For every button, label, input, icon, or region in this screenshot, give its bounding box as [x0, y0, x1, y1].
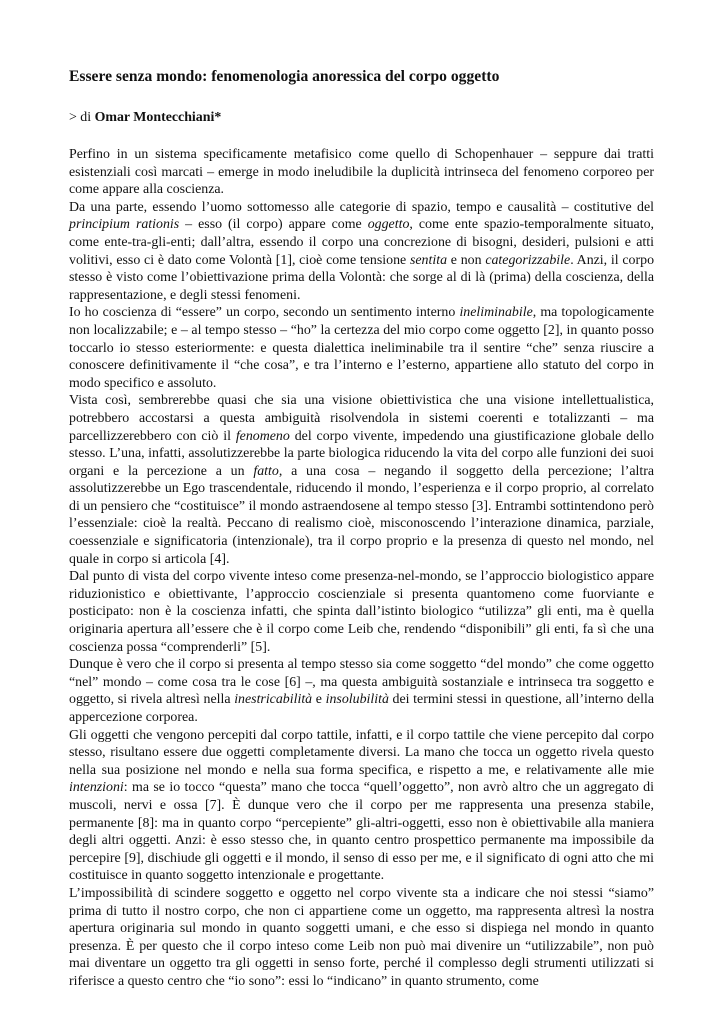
- text-run: Gli oggetti che vengono percepiti dal corpo tattile, infatti, e il corpo tattile che viene percepito dal corpo stesso, risultano essere due oggetti completamente diversi. La mano che tocca un oggetto rivela questo nella sua posizione nel mondo e nella sua forma specifica, e rispetto a me, e relativamente alle mie: [69, 727, 654, 778]
- text-run: – esso (il corpo) appare come: [179, 217, 368, 233]
- paragraph: [69, 304, 654, 392]
- italic-text: insolubilità: [325, 692, 389, 708]
- paragraph: [69, 392, 654, 568]
- text-run: Da una parte, essendo l’uomo sottomesso alle categorie di spazio, tempo e causalità – costitutive del: [69, 199, 654, 215]
- paragraph: [69, 199, 654, 305]
- text-run: Perfino in un sistema specificamente metafisico come quello di Schopenhauer – seppure dai tratti esistenziali così marcati – emerge in modo ineludibile la duplicità intrinseca del fenomeno corporeo per come appare alla coscienza.: [69, 147, 654, 198]
- text-run: e non: [447, 252, 486, 268]
- italic-text: inestricabilità: [234, 692, 313, 708]
- text-run: Dal punto di vista del corpo vivente inteso come presenza-nel-mondo, se l’approccio biologistico appare riduzionistico e obiettivante, l’approccio coscienziale si presenta quantomeno come fuorviante e posticipato: non è la coscienza infatti, che spinta dall’istinto biologico “utilizza” gli enti, ma è quella originaria apertura all’essere che è il corpo come Leib che, rendendo “disponibili” gli enti, fa sì che una coscienza possa “comprenderli” [5].: [69, 569, 654, 655]
- text-run: dei termini stessi in questione, all’interno della appercezione corporea.: [69, 692, 654, 725]
- paragraph: [69, 727, 654, 885]
- text-run: L’impossibilità di scindere soggetto e oggetto nel corpo vivente sta a indicare che noi stessi “siamo” prima di tutto il nostro corpo, che non ci appartiene come un oggetto, ma rappresenta altresì la nostra apertura originaria sul mondo in quanto soggetti umani, e che esso si dispiega nel mondo in quanto presenza. È per questo che il corpo inteso come Leib non può mai divenire un “utilizzabile”, non può mai diventare un oggetto tra gli oggetti in senso forte, perché il complesso degli strumenti utilizzati si riferisce a questo centro che “io sono”: essi lo “indicano” in quanto strumento, come: [69, 885, 654, 989]
- italic-text: sentita: [409, 252, 448, 268]
- text-run: Dunque è vero che il corpo si presenta al tempo stesso sia come soggetto “del mondo” che come oggetto “nel” mondo – come cosa tra le cose [6] –, ma questa ambiguità sostanziale e intrinseca tra soggetto e oggetto, si rivela altresì nella: [69, 657, 654, 708]
- paragraph: [69, 656, 654, 726]
- text-run: , ma topologicamente non localizzabile; e – al tempo stesso – “ho” la certezza del mio corpo come oggetto [2], in quanto posso toccarlo io stesso esteriormente: e questa dialettica ineliminabile tra il sentire “che” senza riuscire a conoscere definitivamente il “che cosa”, e tra l’interno e l’esterno, appartiene allo statuto del corpo in modo specifico e assoluto.: [69, 305, 654, 391]
- article-body: [69, 146, 654, 991]
- paragraph: [69, 568, 654, 656]
- italic-text: principium rationis: [69, 217, 180, 233]
- text-run: . Anzi, il corpo stesso è visto come l’obiettivazione prima della Volontà: che sorge al di là (prima) della coscienza, della rappresentazione, e degli stessi fenomeni.: [69, 252, 655, 303]
- article-title: Essere senza mondo: fenomenologia anoressica del corpo oggetto: [69, 68, 500, 85]
- italic-text: fenomeno: [235, 428, 290, 444]
- paragraph: [69, 885, 654, 991]
- text-run: e: [312, 692, 326, 708]
- byline: [69, 109, 654, 127]
- text-run: : ma se io tocco “questa” mano che tocca “quell’oggetto”, non avrò altro che un aggregato di muscoli, nervi e ossa [7]. È dunque vero che il corpo per me rappresenta una presenza stabile, permanente [8]: ma in quanto corpo “percepiente” gli-altri-oggetti, esso non è obiettivabile alla maniera degli altri oggetti. Anzi: è esso stesso che, in quanto centro prospettico permanente ma impossibile da percepire [9], dischiude gli oggetti e il mondo, il senso di esso per me, e il significato di ogni atto che mi costituisce in quanto soggetto intenzionale e progettante.: [69, 780, 654, 884]
- italic-text: ineliminabile: [459, 305, 533, 321]
- text-run: Io ho coscienza di “essere” un corpo, secondo un sentimento interno: [69, 305, 460, 321]
- text-run: Vista così, sembrerebbe quasi che sia una visione obiettivistica che una visione intellettualistica, potrebbero accostarsi a questa ambiguità risolvendola in sistemi coerenti e totalizzanti – ma parcellizzerebbero con ciò il: [69, 393, 654, 444]
- byline-author: Omar Montecchiani*: [94, 110, 222, 125]
- italic-text: intenzioni: [69, 780, 124, 796]
- text-run: , a una cosa – negando il soggetto della percezione; l’altra assolutizzerebbe un Ego trascendentale, riducendo il mondo, l’esperienza e il corpo proprio, al correlato di un pensiero che “costituisce” il mondo astraendosene al tempo stesso [3]. Entrambi sottintendono però l’essenziale: cioè la realtà. Peccano di realismo cioè, misconoscendo l’interazione dinamica, parziale, coessenziale e significatoria (intenzionale), tra il corpo proprio e la presenza di questo nel mondo, nel quale in corpo si articola [4].: [69, 463, 654, 567]
- text-run: del corpo vivente, impedendo una giustificazione globale dello stesso. L’una, infatti, assolutizzerebbe la parte biologica riducendo la vita del corpo alle funzioni dei suoi organi e la percezione a un: [69, 428, 654, 479]
- italic-text: oggetto: [367, 217, 410, 233]
- paragraph: [69, 146, 654, 199]
- italic-text: fatto: [253, 463, 279, 479]
- italic-text: categorizzabile: [485, 252, 571, 268]
- byline-prefix: > di: [69, 110, 95, 125]
- text-run: , come ente spazio-temporalmente situato, come ente-tra-gli-enti; dall’altra, essendo il corpo una concrezione di bisogni, desideri, pulsioni e atti volitivi, esso ci è dato come Volontà [1], cioè come tensione: [69, 217, 654, 268]
